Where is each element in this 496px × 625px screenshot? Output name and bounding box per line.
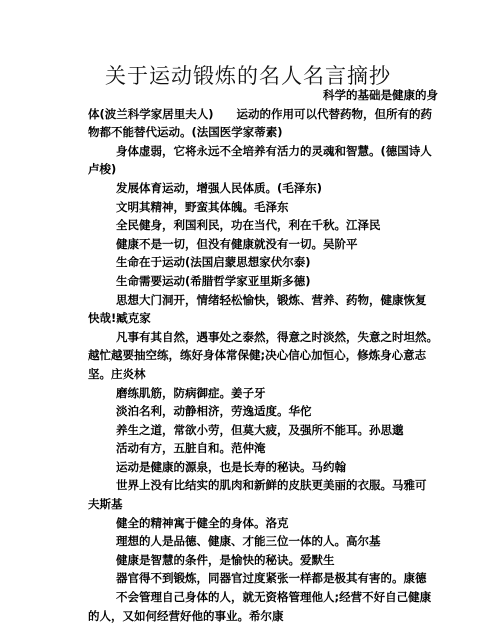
quote-line: 磨练肌筋，防病御症。姜子牙 <box>116 385 266 400</box>
quote-line: 器官得不到锻炼，同器官过度紧张一样都是极其有害的。康德 <box>116 571 427 586</box>
quote-line: 的人，又如何经营好他的事业。希尔康 <box>88 608 284 623</box>
quote-line: 思想大门洞开，情绪轻松愉快，锻炼、营养、药物，健康恢复 <box>116 292 427 307</box>
quote-line: 养生之道，常欲小劳，但莫大疲，及强所不能耳。孙思邈 <box>116 422 404 437</box>
quote-line: 不会管理自己身体的人，就无资格管理他人;经营不好自己健康 <box>116 590 432 605</box>
quote-line: 卢梭) <box>88 162 117 177</box>
quote-line: 体(波兰科学家居里夫人) 运动的作用可以代替药物，但所有的药 <box>88 106 433 121</box>
quote-line: 生命需要运动(希腊哲学家亚里斯多德) <box>116 273 311 288</box>
quote-line: 淡泊名利，动静相济，劳逸适度。华佗 <box>116 404 312 419</box>
quote-line: 活动有方，五脏自和。范仲淹 <box>116 441 266 456</box>
quote-line: 运动是健康的源泉，也是长寿的秘诀。马约翰 <box>116 459 346 474</box>
quote-line: 健康是智慧的条件，是愉快的秘诀。爱默生 <box>116 552 335 567</box>
quote-line: 文明其精神，野蛮其体魄。毛泽东 <box>116 199 289 214</box>
quote-line: 发展体育运动，增强人民体质。(毛泽东) <box>116 180 323 195</box>
quote-line: 物都不能替代运动。(法国医学家蒂素) <box>88 125 283 140</box>
quote-line: 坚。庄炎林 <box>88 366 146 381</box>
quote-line: 夫斯基 <box>88 497 123 512</box>
quote-body <box>88 86 438 625</box>
quote-line: 世界上没有比结实的肌肉和新鲜的皮肤更美丽的衣服。马雅可 <box>116 478 427 493</box>
quote-line: 凡事有其自然，遇事处之泰然，得意之时淡然，失意之时坦然。 <box>116 329 438 344</box>
quote-line: 生命在于运动(法国启蒙思想家伏尔泰) <box>116 255 311 270</box>
quote-line: 快哉!臧克家 <box>88 311 151 326</box>
quote-line: 身体虚弱，它将永远不全培养有活力的灵魂和智慧。(德国诗人 <box>116 143 432 158</box>
quote-line: 理想的人是品德、健康、才能三位一体的人。高尔基 <box>116 534 381 549</box>
quote-line: 健全的精神寓于健全的身体。洛克 <box>116 515 289 530</box>
quote-line: 全民健身，利国利民，功在当代，利在千秋。江泽民 <box>116 218 381 233</box>
quote-line: 健康不是一切，但没有健康就没有一切。吴阶平 <box>116 236 358 251</box>
quote-line: 越忙越要抽空练，练好身体常保健;决心信心加恒心，修炼身心意志 <box>88 348 427 363</box>
quote-line: 科学的基础是健康的身 <box>323 88 438 102</box>
document-title: 关于运动锻炼的名人名言摘抄 <box>105 64 391 88</box>
